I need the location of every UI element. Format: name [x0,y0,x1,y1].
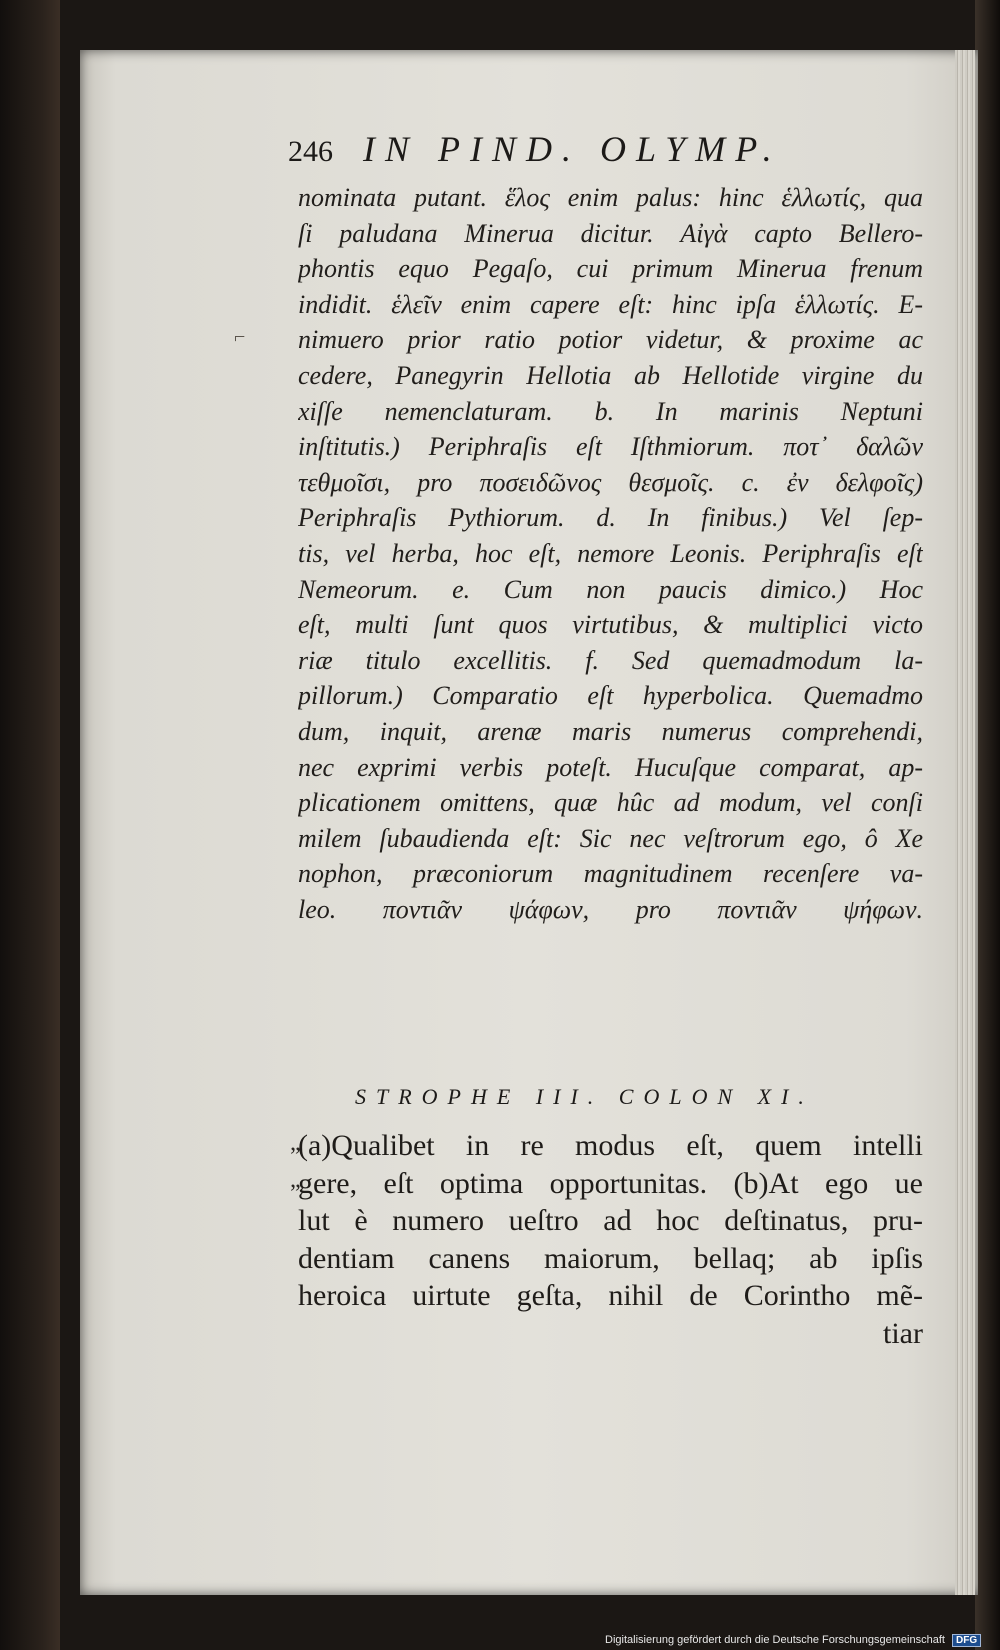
commentary-block [298,180,923,927]
book-binding-left [0,0,60,1650]
commentary-line: nophon, præconiorum magnitudinem recenſere va- [298,859,923,889]
body-line: heroica uirtute geſta, nihil de Corintho mẽ- [298,1279,923,1312]
commentary-line: eſt, multi ſunt quos virtutibus, & multiplici victo [298,610,923,640]
commentary-line: tis, vel herba, hoc eſt, nemore Leonis. Periphraſis eſt [298,538,923,568]
commentary-line: Periphraſis Pythiorum. d. In finibus.) Vel ſep- [298,503,923,533]
margin-dash-mark: ⌐ [234,326,246,348]
page-number: 246 [288,135,333,168]
commentary-line: Nemeorum. e. Cum non paucis dimico.) Hoc [298,574,923,604]
commentary-line: τεθμοῖσι, pro ποσειδῶνος θεσμοῖς. c. ἐν δελφοῖς) [298,467,923,497]
commentary-line: nec exprimi verbis poteſt. Hucuſque comparat, ap- [298,752,923,782]
commentary-line: milem ſubaudienda eſt: Sic nec veſtrorum ego, ô Xe [298,823,923,853]
body-line: lut è numero ueſtro ad hoc deſtinatus, pru- [298,1204,923,1237]
commentary-line: riæ titulo excellitis. f. Sed quemadmodum la- [298,645,923,675]
commentary-line: pillorum.) Comparatio eſt hyperbolica. Quemadmo [298,681,923,711]
section-title: STROPHE III. COLON XI. [355,1084,814,1109]
body-line: (a)Qualibet in re modus eſt, quem intelli [298,1129,923,1162]
catchword: tiar [883,1316,923,1350]
dfg-logo: DFG [952,1634,981,1647]
running-head [288,128,918,178]
footer-text: Digitalisierung gefördert durch die Deutsche Forschungsgemeinschaft [605,1634,945,1646]
margin-quote-mark: „ [290,1167,301,1193]
page-edges [955,50,975,1595]
commentary-line: leo. ποντιᾶν ψάφων, pro ποντιᾶν ψήφων. [298,894,923,924]
body-line: gere, eſt optima opportunitas. (b)At ego ue [298,1166,923,1200]
commentary-line: cedere, Panegyrin Hellotia ab Hellotide virgine du [298,360,923,390]
commentary-line: xiſſe nemenclaturam. b. In marinis Neptuni [298,396,923,426]
body-line: dentiam canens maiorum, bellaq; ab ipſis [298,1241,923,1275]
commentary-line: nominata putant. ἕλος enim palus: hinc ἑλλωτίς, qua [298,183,923,212]
commentary-line: dum, inquit, arenæ maris numerus comprehendi, [298,716,923,746]
commentary-line: nimuero prior ratio potior videtur, & proxime ac [298,325,923,355]
running-head-title: IN PIND. OLYMP. [363,129,782,169]
translation-block [298,1127,923,1352]
book-binding-right [975,0,1000,1650]
commentary-line: plicationem omittens, quæ hûc ad modum, vel conſi [298,788,923,818]
commentary-line: indidit. ἑλεῖν enim capere eſt: hinc ipſa ἑλλωτίς. E- [298,289,923,319]
commentary-line: phontis equo Pegaſo, cui primum Minerua frenum [298,254,923,284]
commentary-line: ſi paludana Minerua dicitur. Αἰγὰ capto Bellero- [298,218,923,248]
commentary-line: inſtitutis.) Periphraſis eſt Iſthmiorum. ποτ᾽ δαλῶν [298,432,923,462]
margin-quote-mark: „ [290,1130,301,1156]
footer-credit [605,1634,1000,1650]
